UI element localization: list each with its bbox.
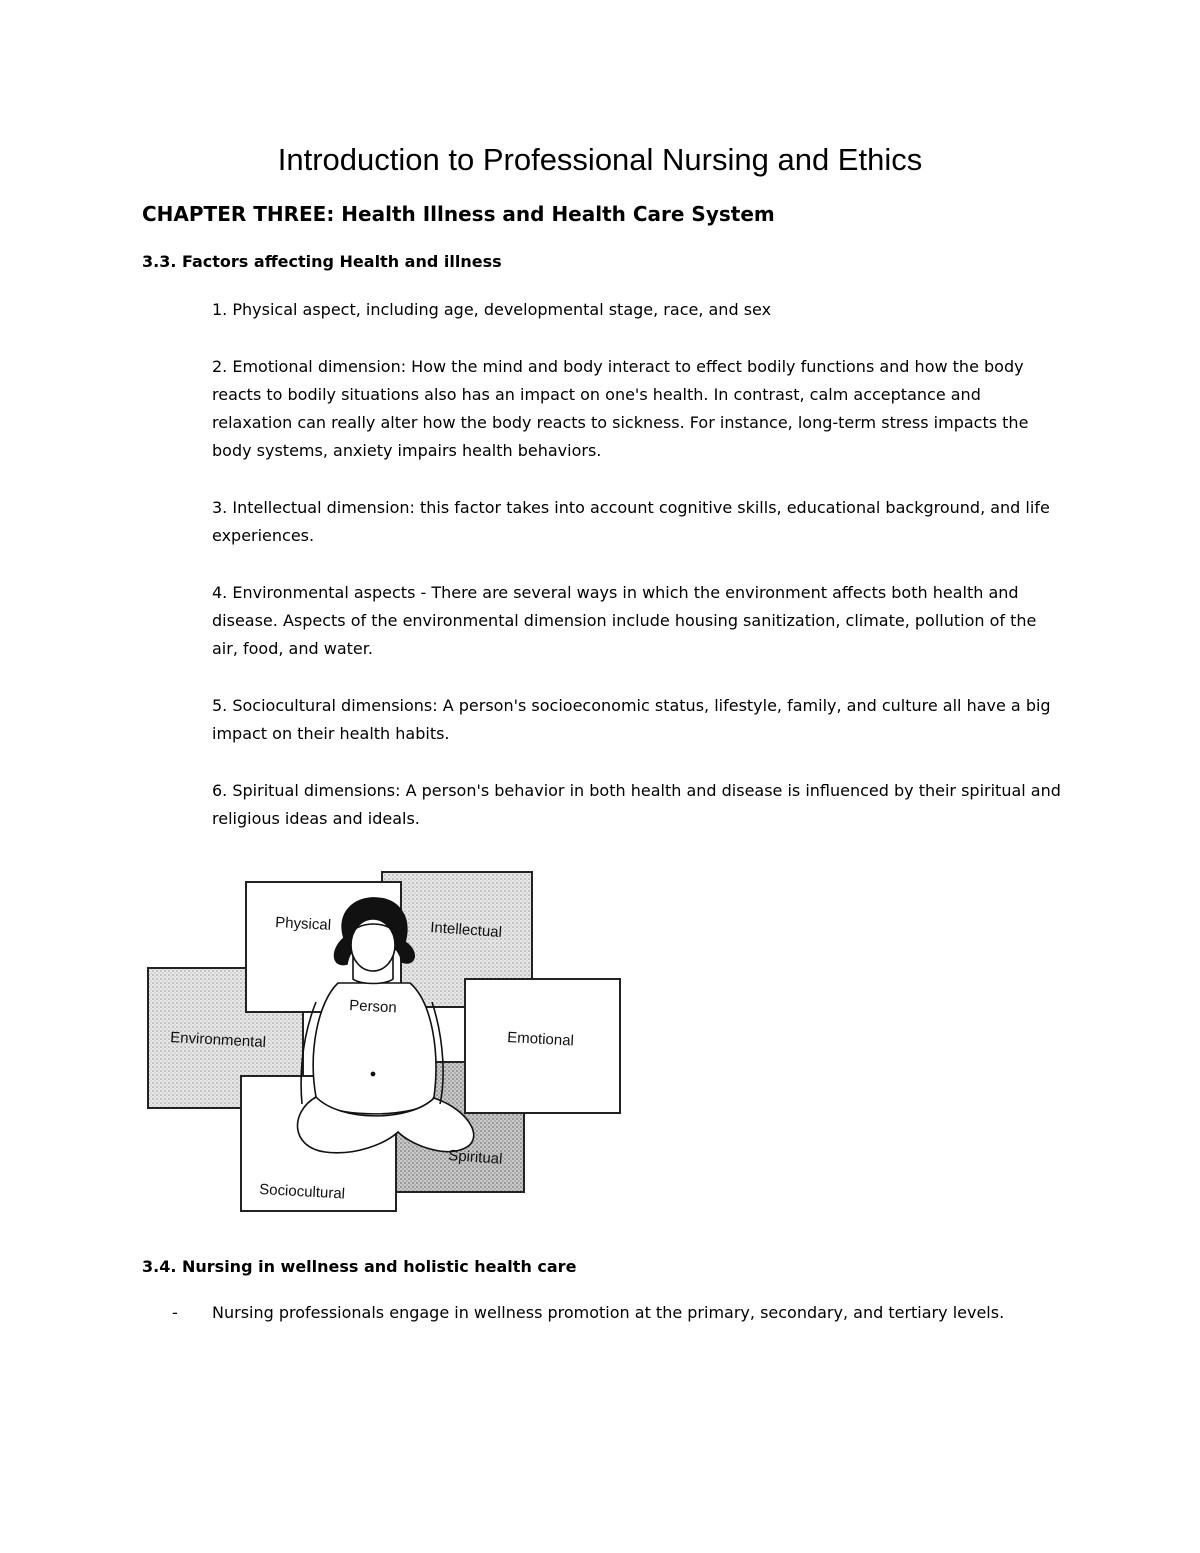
chapter-heading: CHAPTER THREE: Health Illness and Health Care System — [142, 202, 775, 226]
factor-environmental: 4. Environmental aspects - There are several ways in which the environment affects both health and disease. Aspects of the environmental dimension include housing sanitization, climate, pollution of the air, food, and water. — [212, 583, 1037, 658]
wellness-list — [172, 1299, 1042, 1327]
label-person: Person — [348, 997, 398, 1017]
section-3-3-heading: 3.3. Factors affecting Health and illness — [142, 252, 502, 271]
factor-physical: 1. Physical aspect, including age, developmental stage, race, and sex — [212, 300, 772, 319]
factor-emotional: 2. Emotional dimension: How the mind and body interact to effect bodily functions and how the body reacts to bodily situations also has an impact on one's health. In contrast, calm acceptance and relaxation can really alter how the body reacts to sickness. For instance, long-term stress impacts the body systems, anxiety impairs health behaviors. — [212, 357, 1029, 460]
label-emotional: Emotional — [506, 1029, 575, 1050]
list-item — [172, 1299, 1042, 1327]
section-3-4-heading: 3.4. Nursing in wellness and holistic health care — [142, 1257, 577, 1276]
label-environmental: Environmental — [169, 1029, 267, 1052]
label-physical: Physical — [274, 914, 332, 934]
factor-intellectual: 3. Intellectual dimension: this factor takes into account cognitive skills, educational background, and life experiences. — [212, 498, 1050, 545]
bullet-dash: - — [172, 1303, 178, 1322]
label-spiritual: Spiritual — [447, 1147, 503, 1168]
holistic-person-diagram — [140, 842, 640, 1237]
wellness-item-text: Nursing professionals engage in wellness promotion at the primary, secondary, and tertiary levels. — [212, 1303, 1005, 1322]
factor-sociocultural: 5. Sociocultural dimensions: A person's socioeconomic status, lifestyle, family, and culture all have a big impact on their health habits. — [212, 696, 1051, 743]
label-intellectual: Intellectual — [429, 919, 503, 941]
label-sociocultural: Sociocultural — [258, 1181, 346, 1203]
factors-list — [212, 296, 1062, 862]
factor-spiritual: 6. Spiritual dimensions: A person's behavior in both health and disease is influenced by their spiritual and religious ideas and ideals. — [212, 781, 1061, 828]
document-title: Introduction to Professional Nursing and Ethics — [277, 142, 923, 177]
